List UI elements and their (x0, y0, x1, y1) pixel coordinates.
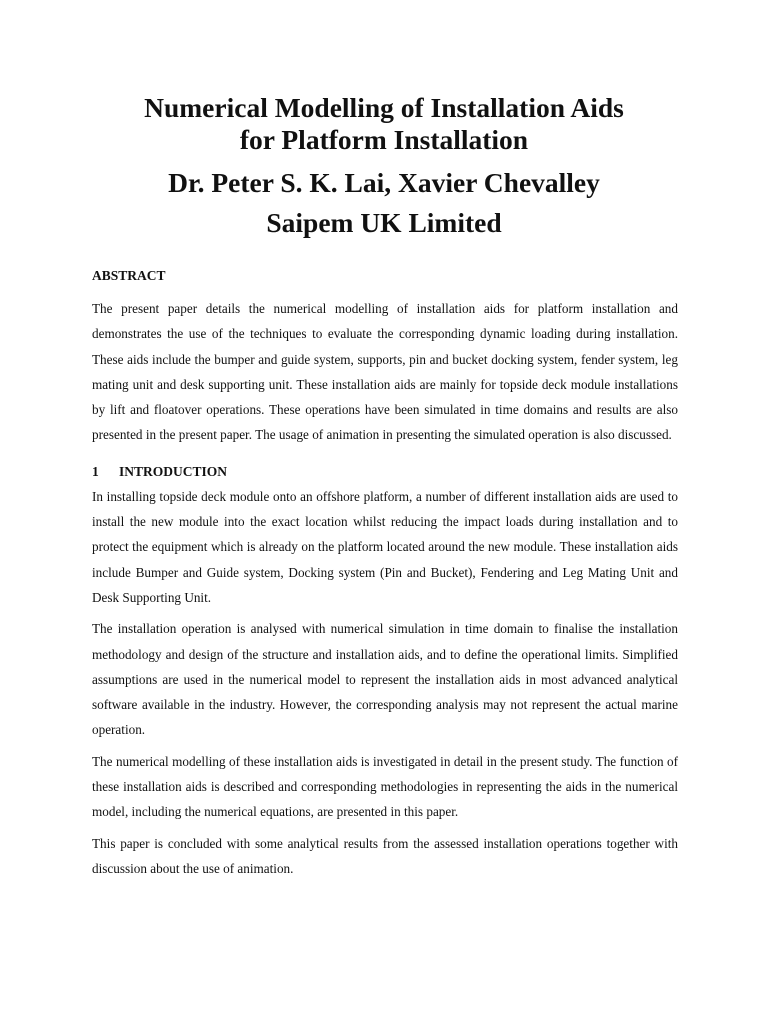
title-block (0, 92, 768, 243)
authors: Dr. Peter S. K. Lai, Xavier Chevalley (168, 167, 600, 198)
section-heading-introduction (92, 460, 678, 484)
intro-paragraph-1: In installing topside deck module onto an offshore platform, a number of different installation aids are used to install the new module into the exact location whilst reducing the impact loads during installation and to protect the equipment which is already on the platform located around the new module. These installation aids include Bumper and Guide system, Docking system (Pin and Bucket), Fendering and Leg Mating Unit and Desk Supporting Unit. (92, 488, 678, 605)
abstract-heading: ABSTRACT (92, 268, 166, 283)
affiliation: Saipem UK Limited (266, 207, 502, 238)
abstract-text: The present paper details the numerical modelling of installation aids for platform installation and demonstrates the use of the techniques to evaluate the corresponding dynamic loading during installation. These aids include the bumper and guide system, supports, pin and bucket docking system, fender system, leg mating unit and desk supporting unit. These installation aids are mainly for topside deck module installations by lift and floatover operations. These operations have been simulated in time domains and results are also presented in the present paper. The usage of animation in presenting the simulated operation is also discussed. (92, 301, 678, 443)
paper-title-line-1: Numerical Modelling of Installation Aids (144, 92, 624, 123)
intro-paragraph-3: The numerical modelling of these installation aids is investigated in detail in the present study. The function of these installation aids is described and corresponding methodologies in representing the aids in the numerical model, including the numerical equations, are presented in this paper. (92, 753, 678, 820)
section-number: 1 (92, 463, 99, 479)
section-title: INTRODUCTION (119, 463, 228, 479)
paper-title-line-2: for Platform Installation (239, 124, 529, 155)
intro-paragraph-2: The installation operation is analysed with numerical simulation in time domain to finalise the installation methodology and design of the structure and installation aids, and to define the operational limits. Simplified assumptions are used in the numerical model to represent the installation aids in most advanced analytical software available in the industry. However, the corresponding analysis may not represent the actual marine operation. (92, 621, 678, 738)
paper-body (92, 264, 678, 881)
intro-paragraph-4: This paper is concluded with some analytical results from the assessed installation operations together with discussion about the use of animation. (92, 835, 678, 876)
